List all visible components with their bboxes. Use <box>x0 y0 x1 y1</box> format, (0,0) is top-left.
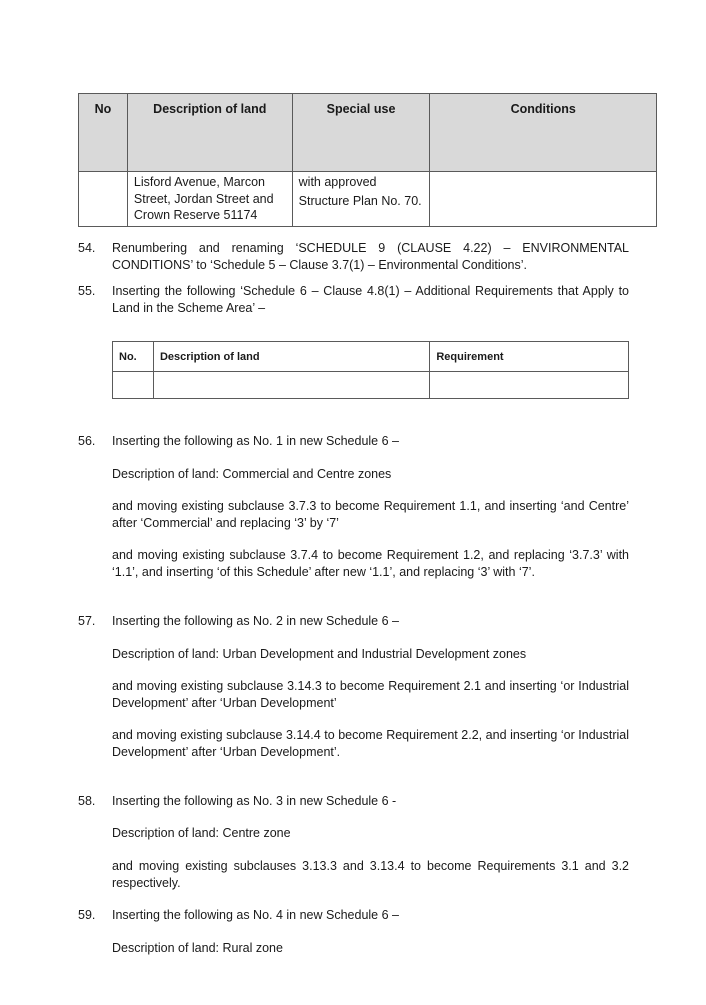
header-conditions: Conditions <box>430 94 657 172</box>
paragraph: and moving existing subclause 3.14.4 to become Requirement 2.2, and inserting ‘or Industrial Development’ after ‘Urban Development’. <box>112 728 629 759</box>
cell-description <box>127 172 292 227</box>
paragraph: Description of land: Commercial and Centre zones <box>112 467 392 481</box>
table-header-row <box>113 342 629 372</box>
header-description: Description of land <box>153 342 429 372</box>
special-use-line: with approved <box>298 175 377 189</box>
item-text: Inserting the following as No. 3 in new Schedule 6 - <box>112 794 397 808</box>
item-text: Inserting the following ‘Schedule 6 – Clause 4.8(1) – Additional Requirements that Apply to Land in the Scheme Area’ – <box>112 284 629 315</box>
header-special-use: Special use <box>292 94 430 172</box>
special-use-line: Structure Plan No. 70. <box>298 193 422 208</box>
paragraph: and moving existing subclauses 3.13.3 and 3.13.4 to become Requirements 3.1 and 3.2 respectively. <box>112 859 629 890</box>
description-line: Crown Reserve 51174 <box>133 208 258 222</box>
table-row <box>79 172 657 227</box>
paragraph: and moving existing subclause 3.7.4 to become Requirement 1.2, and replacing ‘3.7.3’ with ‘1.1’, and inserting ‘of this Schedule’ after new ‘1.1’, and replacing ‘3’ with ‘7’. <box>112 548 629 579</box>
item-number: 55. <box>78 284 96 298</box>
item-text: Inserting the following as No. 2 in new Schedule 6 – <box>112 614 399 628</box>
list-item-56 <box>78 433 629 450</box>
item-text: Inserting the following as No. 4 in new Schedule 6 – <box>112 908 399 922</box>
table-header-row <box>79 94 657 172</box>
paragraph: Description of land: Centre zone <box>112 826 291 840</box>
cell-no <box>79 172 128 227</box>
table-row <box>113 372 629 399</box>
paragraph: and moving existing subclause 3.14.3 to become Requirement 2.1 and inserting ‘or Industrial Development’ after ‘Urban Development’ <box>112 679 629 710</box>
paragraph: Description of land: Urban Development and Industrial Development zones <box>112 647 527 661</box>
item-number: 56. <box>78 434 96 448</box>
list-item-59 <box>78 907 629 924</box>
empty-cell <box>153 372 429 399</box>
item-text: Renumbering and renaming ‘SCHEDULE 9 (CLAUSE 4.22) – ENVIRONMENTAL CONDITIONS’ to ‘Schedule 5 – Clause 3.7(1) – Environmental Conditions’. <box>112 241 629 272</box>
item-number: 59. <box>78 908 96 922</box>
paragraph: and moving existing subclause 3.7.3 to become Requirement 1.1, and inserting ‘and Centre’ after ‘Commercial’ and replacing ‘3’ by ‘7’ <box>112 499 629 530</box>
description-line: Lisford Avenue, Marcon <box>133 175 266 189</box>
header-requirement: Requirement <box>430 342 629 372</box>
cell-special-use <box>292 172 430 227</box>
empty-cell <box>113 372 154 399</box>
item-text: Inserting the following as No. 1 in new Schedule 6 – <box>112 434 399 448</box>
header-description: Description of land <box>127 94 292 172</box>
list-item-54 <box>78 240 629 274</box>
header-no: No <box>79 94 128 172</box>
item-number: 57. <box>78 614 96 628</box>
list-item-55 <box>78 283 629 317</box>
paragraph: Description of land: Rural zone <box>112 941 283 955</box>
cell-conditions <box>430 172 657 227</box>
list-item-58 <box>78 793 629 810</box>
additional-requirements-table <box>112 341 629 399</box>
empty-cell <box>430 372 629 399</box>
header-no: No. <box>113 342 154 372</box>
special-use-table <box>78 93 657 227</box>
list-item-57 <box>78 613 629 630</box>
description-line: Street, Jordan Street and <box>133 191 274 206</box>
item-number: 54. <box>78 241 96 255</box>
item-number: 58. <box>78 794 96 808</box>
